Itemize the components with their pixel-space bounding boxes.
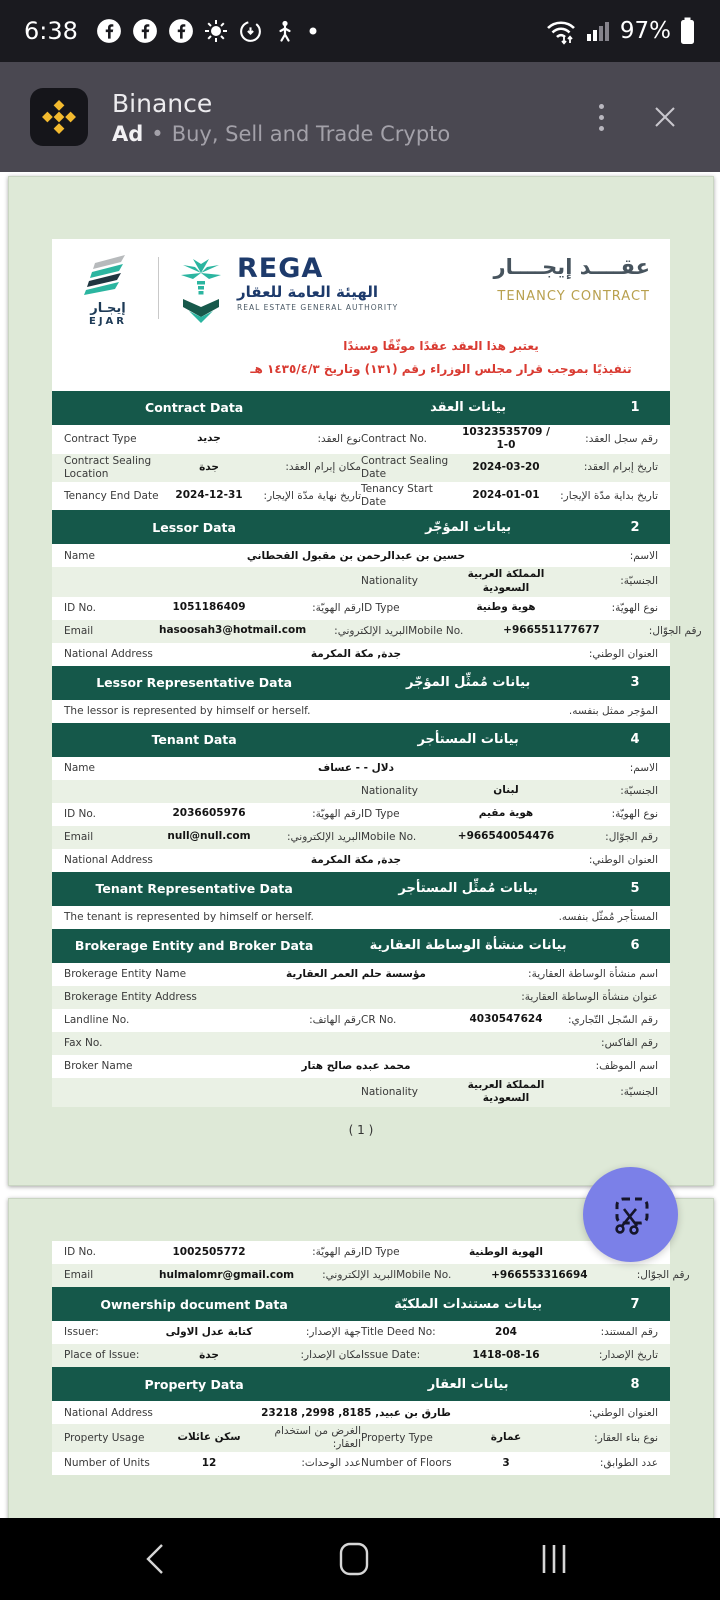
field-value: 2036605976: [172, 807, 246, 820]
field-label-en: Issue Date:: [361, 1348, 421, 1361]
field-group: [361, 1079, 658, 1106]
field-label-en: Number of Floors: [361, 1457, 452, 1470]
section-header: [52, 872, 670, 906]
field-label-ar: العنوان الوطني:: [588, 854, 658, 867]
wifi-icon: [544, 17, 578, 45]
legal-notice: [52, 327, 670, 391]
rega-logo: [173, 255, 398, 325]
table-row: [52, 780, 670, 803]
table-row: [52, 1321, 670, 1344]
field-label-ar: نوع الهويّة:: [611, 601, 658, 614]
section-title-ar: بيانات مُمثِّل المستأجر: [398, 881, 538, 897]
section-title-en: Contract Data: [145, 400, 244, 416]
field-group: [361, 568, 658, 595]
field-label-ar: رقم الهاتف:: [309, 1013, 361, 1026]
section-header: [52, 666, 670, 700]
section-title-ar: بيانات العقار: [427, 1376, 509, 1392]
field-label-en: Contract Sealing Date: [361, 454, 449, 480]
field-label-en: Email: [64, 1268, 94, 1281]
note-en: The lessor is represented by himself or herself.: [64, 705, 311, 718]
field-value: null@null.com: [167, 830, 251, 843]
field-label-en: Nationality: [361, 1085, 419, 1098]
table-row: [52, 482, 670, 510]
section-number: 4: [630, 732, 640, 748]
field-label-ar: رقم الجوّال:: [605, 830, 658, 843]
ejar-label-en: EJAR: [89, 316, 127, 327]
field-label-en: Place of Issue:: [64, 1348, 140, 1361]
field-label-en: Name: [64, 762, 95, 775]
rega-palm-icon: [173, 255, 229, 325]
section-number: 8: [630, 1376, 640, 1392]
field-label-en: Landline No.: [64, 1013, 130, 1026]
section-title-en: Brokerage Entity and Broker Data: [74, 938, 314, 954]
field-group: [64, 1246, 361, 1260]
facebook-icon: [96, 18, 122, 44]
field-group: [64, 432, 361, 446]
field-label-en: Tenancy End Date: [64, 489, 159, 502]
table-row: [52, 597, 670, 620]
field-value: 12: [201, 1456, 217, 1469]
field-value: 3: [502, 1456, 510, 1469]
field-label-en: Contract No.: [361, 432, 427, 445]
field-label-ar: تاريخ بداية مدّة الإيجار:: [560, 489, 658, 502]
field-label-en: Contract Sealing Location: [64, 454, 152, 480]
field-label-ar: تاريخ إبرام العقد:: [583, 461, 658, 474]
field-label-ar: عنوان منشأة الوساطة العقارية:: [521, 991, 658, 1004]
field-value: دلال - - عساف: [318, 762, 394, 775]
field-group: [361, 1326, 658, 1340]
accessibility-icon: [273, 19, 297, 43]
contract-title-en: TENANCY CONTRACT: [497, 289, 650, 304]
field-label-ar: رقم المستند:: [600, 1325, 658, 1338]
field-label-en: ID Type: [361, 601, 400, 614]
contract-sections: [52, 391, 702, 1107]
section-title-en: Tenant Data: [151, 732, 237, 748]
field-group: [64, 1326, 361, 1340]
ad-tagline: Buy, Sell and Trade Crypto: [171, 121, 451, 146]
field-label-ar: مكان الإصدار:: [300, 1348, 361, 1361]
table-row: [52, 1452, 670, 1475]
navigation-bar: [0, 1518, 720, 1600]
document-page-1: [8, 176, 714, 1186]
field-label-ar: الجنسيّة:: [620, 1085, 658, 1098]
field-label-ar: عدد الوحدات:: [301, 1457, 361, 1470]
field-label-ar: نوع بناء العقار:: [594, 1431, 658, 1444]
table-row: [52, 700, 670, 723]
field-label-ar: تاريخ نهاية مدّة الإيجار:: [263, 489, 361, 502]
binance-logo: [30, 88, 88, 146]
field-value: الهوية الوطنية: [469, 1245, 543, 1258]
field-value: سكن عائلات: [177, 1431, 241, 1444]
section-header: [52, 1287, 670, 1321]
note-ar: المستأجر مُمثّل بنفسه.: [558, 911, 658, 924]
table-row: [52, 757, 670, 780]
field-group: [64, 489, 361, 503]
field-label-en: Brokerage Entity Name: [64, 968, 187, 981]
field-label-en: Mobile No.: [408, 624, 464, 637]
field-value: هوية مقيم: [478, 807, 534, 820]
table-row: [52, 1424, 670, 1452]
table-row: [52, 567, 670, 596]
table-row: [52, 425, 670, 454]
section-title-ar: بيانات المستأجر: [417, 732, 519, 748]
field-label-en: Fax No.: [64, 1037, 103, 1050]
field-label-en: Title Deed No:: [361, 1325, 436, 1338]
field-value: جدة: [199, 461, 219, 474]
rega-name-ar: الهيئة العامة للعقار: [237, 283, 379, 301]
home-icon[interactable]: [336, 1539, 372, 1579]
pdf-viewer[interactable]: [0, 172, 720, 1518]
ejar-label-ar: إيجـار: [90, 301, 126, 316]
field-label-ar: رقم السّجل التّجاري:: [567, 1013, 658, 1026]
field-group: [64, 807, 361, 821]
field-value: 2024-12-31: [175, 489, 243, 502]
rega-name-en: REAL ESTATE GENERAL AUTHORITY: [237, 303, 399, 312]
field-value: محمد عبده صالح هتار: [301, 1060, 411, 1073]
legal-notice-line1: يعتبر هذا العقد عقدًا موثّقًا وسندًا: [343, 339, 539, 353]
facebook-icon: [168, 18, 194, 44]
table-row: [52, 544, 670, 567]
field-group: [64, 1349, 361, 1363]
field-value: لبنان: [493, 784, 519, 797]
contract-sections-2: [52, 1241, 690, 1475]
field-group: [64, 455, 361, 481]
table-row: [52, 1401, 670, 1424]
section-title-en: Lessor Data: [152, 519, 236, 535]
field-group: [64, 1425, 361, 1451]
field-label-en: Brokerage Entity Address: [64, 991, 197, 1004]
table-row: [52, 1344, 670, 1367]
section-title-ar: بيانات العقد: [430, 400, 507, 416]
field-label-en: CR No.: [361, 1013, 397, 1026]
table-row: [52, 1241, 670, 1264]
field-label-ar: رقم الهويّة:: [312, 1245, 361, 1258]
section-number: 1: [630, 400, 640, 416]
status-indicators: [544, 16, 696, 46]
facebook-icon: [132, 18, 158, 44]
field-label-en: Mobile No.: [396, 1268, 452, 1281]
field-value: 204: [495, 1325, 517, 1338]
table-row: [52, 963, 670, 986]
field-value: hulmalomr@gmail.com: [159, 1268, 295, 1281]
section-title-ar: بيانات المؤجّر: [425, 519, 512, 535]
field-label-ar: رقم الجوّال:: [648, 624, 702, 637]
field-label-ar: اسم الموظف:: [595, 1060, 658, 1073]
field-label-ar: تاريخ الإصدار:: [598, 1348, 658, 1361]
field-label-ar: العنوان الوطني:: [588, 1406, 658, 1419]
recents-icon[interactable]: [538, 1539, 570, 1579]
field-label-en: Email: [64, 830, 94, 843]
status-bar: [0, 0, 720, 62]
field-value: 1002505772: [172, 1245, 246, 1258]
field-label-en: ID No.: [64, 807, 96, 820]
ejar-logo: [70, 255, 146, 327]
screenshot-crop-button[interactable]: [583, 1167, 678, 1262]
brightness-icon: [204, 19, 228, 43]
contract-card: [52, 239, 702, 1107]
field-group: [361, 830, 658, 844]
section-title-en: Lessor Representative Data: [96, 675, 293, 691]
field-label-ar: الجنسيّة:: [620, 784, 658, 797]
field-value: 1418-08-16: [472, 1348, 540, 1361]
field-group: [396, 1269, 689, 1283]
section-title-en: Ownership document Data: [100, 1296, 288, 1312]
field-label-en: National Address: [64, 648, 153, 661]
field-label-en: Number of Units: [64, 1457, 150, 1470]
field-label-ar: الجنسيّة:: [620, 575, 658, 588]
document-header: [52, 239, 670, 327]
table-row: [52, 1032, 670, 1055]
contract-title-ar: عقــــد إيجــــار: [493, 255, 650, 279]
data-saver-icon: [238, 19, 263, 44]
field-group: [361, 1349, 658, 1363]
notification-dot: [307, 25, 319, 37]
field-label-ar: رقم الهويّة:: [312, 807, 361, 820]
field-label-en: ID No.: [64, 601, 96, 614]
field-label-en: Property Type: [361, 1431, 433, 1444]
table-row: [52, 454, 670, 482]
contract-card-2: [52, 1241, 690, 1475]
field-group: [408, 624, 701, 638]
table-row: [52, 1055, 670, 1078]
field-label-ar: مكان إبرام العقد:: [285, 461, 361, 474]
field-label-en: Property Usage: [64, 1431, 145, 1444]
ad-banner[interactable]: [0, 62, 720, 172]
field-label-ar: رقم سجل العقد:: [585, 432, 658, 445]
field-group: [361, 1431, 658, 1445]
section-header: [52, 929, 670, 963]
field-label-en: ID No.: [64, 1245, 96, 1258]
table-row: [52, 643, 670, 666]
ad-subtitle: [112, 122, 450, 146]
field-value: 2024-03-20: [472, 461, 540, 474]
contract-title-block: [493, 255, 656, 304]
field-value: 10323535709 / 1-0: [462, 425, 550, 452]
field-label-ar: رقم الجوّال:: [636, 1268, 690, 1281]
battery-percent: 97%: [619, 18, 671, 44]
section-number: 5: [630, 881, 640, 897]
field-label-en: Email: [64, 624, 94, 637]
signal-icon: [586, 18, 612, 44]
field-label-ar: البريد الإلكتروني:: [287, 830, 361, 843]
overflow-menu-icon[interactable]: [599, 104, 604, 131]
field-label-ar: اسم منشأة الوساطة العقارية:: [528, 968, 658, 981]
field-group: [64, 830, 361, 844]
field-group: [64, 1269, 396, 1283]
field-value: هوية وطنية: [476, 601, 536, 614]
field-value: كتابة عدل الاولى: [165, 1325, 253, 1338]
field-group: [64, 1457, 361, 1471]
field-group: [361, 1013, 658, 1027]
section-header: [52, 1367, 670, 1401]
section-title-ar: بيانات منشأة الوساطة العقارية: [369, 938, 567, 954]
section-header: [52, 723, 670, 757]
field-value: جدة, مكة المكرمة: [310, 648, 402, 661]
section-title-en: Tenant Representative Data: [95, 881, 293, 897]
ad-title: Binance: [112, 88, 213, 118]
note-ar: المؤجر ممثل بنفسه.: [568, 705, 658, 718]
field-value: حسين بن عبدالرحمن بن مقبول القحطاني: [246, 549, 466, 562]
field-group: [361, 807, 658, 821]
field-group: [64, 1014, 361, 1027]
screenshot-crop-icon: [608, 1192, 654, 1238]
field-label-ar: العنوان الوطني:: [588, 648, 658, 661]
legal-notice-line2: تنفيذيًا بموجب قرار مجلس الوزراء رقم (١٣١) وتاريخ ١٤٣٥/٤/٣ هـ: [250, 361, 632, 376]
field-value: جدة, مكة المكرمة: [310, 854, 402, 867]
field-value: طارق بن عبيد, 8185, 2998, 23218: [261, 1406, 451, 1419]
field-group: [361, 601, 658, 615]
field-label-en: ID Type: [361, 1245, 400, 1258]
field-group: [361, 483, 658, 509]
ad-dot: •: [151, 121, 164, 146]
section-header: [52, 391, 670, 425]
field-label-ar: الغرض من استخدام العقار:: [274, 1425, 361, 1451]
section-title-ar: بيانات مستندات الملكيّة: [394, 1296, 543, 1312]
table-row: [52, 1009, 670, 1032]
field-label-en: Nationality: [361, 784, 419, 797]
field-value: 4030547624: [469, 1013, 543, 1026]
table-row: [52, 986, 670, 1009]
field-label-ar: نوع العقد:: [317, 432, 361, 445]
table-row: [52, 906, 670, 929]
table-row: [52, 803, 670, 826]
field-value: +966540054476: [457, 830, 555, 843]
page-number: ( 1 ): [348, 1122, 374, 1137]
field-label-en: Nationality: [361, 575, 419, 588]
section-number: 2: [630, 519, 640, 535]
ad-badge: Ad: [112, 121, 144, 146]
field-label-en: National Address: [64, 1406, 153, 1419]
field-label-ar: البريد الإلكتروني:: [334, 624, 409, 637]
section-title-ar: بيانات مُمثِّل المؤجّر: [405, 675, 531, 691]
field-value: 2024-01-01: [472, 489, 540, 502]
field-label-ar: عدد الطوابق:: [599, 1457, 658, 1470]
field-label-ar: الاسم:: [629, 762, 658, 775]
field-value: +966553316694: [491, 1268, 588, 1281]
field-group: [64, 601, 361, 615]
field-value: المملكة العربية السعودية: [467, 1078, 545, 1105]
field-label-ar: رقم الفاكس:: [601, 1037, 658, 1050]
field-value: مؤسسة حلم العمر العقارية: [286, 968, 426, 981]
field-group: [64, 624, 408, 638]
battery-icon: [679, 16, 696, 46]
field-value: جديد: [197, 432, 221, 445]
section-number: 6: [630, 938, 640, 954]
field-label-ar: نوع الهويّة:: [611, 807, 658, 820]
clock: 6:38: [24, 17, 78, 45]
rega-wordmark: REGA: [237, 253, 324, 284]
section-number: 7: [630, 1296, 640, 1312]
close-icon[interactable]: [650, 102, 680, 132]
field-group: [361, 784, 658, 798]
table-row: [52, 1078, 670, 1107]
section-number: 3: [630, 675, 640, 691]
divider: [158, 257, 159, 319]
section-header: [52, 510, 670, 544]
note-en: The tenant is represented by himself or herself.: [64, 911, 314, 924]
field-label-en: Tenancy Start Date: [361, 483, 433, 509]
field-group: [361, 455, 658, 481]
field-label-en: ID Type: [361, 807, 400, 820]
back-icon[interactable]: [140, 1539, 170, 1579]
field-label-ar: جهة الإصدار:: [305, 1325, 361, 1338]
field-label-en: Mobile No.: [361, 830, 417, 843]
field-value: +966551177677: [503, 624, 600, 637]
field-label-ar: البريد الإلكتروني:: [322, 1268, 397, 1281]
table-row: [52, 849, 670, 872]
field-label-ar: الاسم:: [629, 549, 658, 562]
ad-texts: [112, 89, 450, 146]
section-title-en: Property Data: [144, 1376, 244, 1392]
table-row: [52, 1264, 690, 1287]
field-label-ar: رقم الهويّة:: [312, 601, 361, 614]
field-value: جدة: [199, 1348, 219, 1361]
field-value: 1051186409: [172, 601, 246, 614]
field-label-en: Name: [64, 549, 95, 562]
field-label-en: Broker Name: [64, 1060, 133, 1073]
field-group: [361, 426, 658, 453]
field-value: المملكة العربية السعودية: [467, 568, 545, 595]
table-row: [52, 620, 702, 643]
field-label-en: National Address: [64, 854, 153, 867]
field-value: hasoosah3@hotmail.com: [159, 624, 307, 637]
table-row: [52, 826, 670, 849]
field-label-en: Contract Type: [64, 432, 137, 445]
field-group: [361, 1457, 658, 1471]
field-value: عمارة: [490, 1431, 522, 1444]
field-label-en: Issuer:: [64, 1325, 99, 1338]
